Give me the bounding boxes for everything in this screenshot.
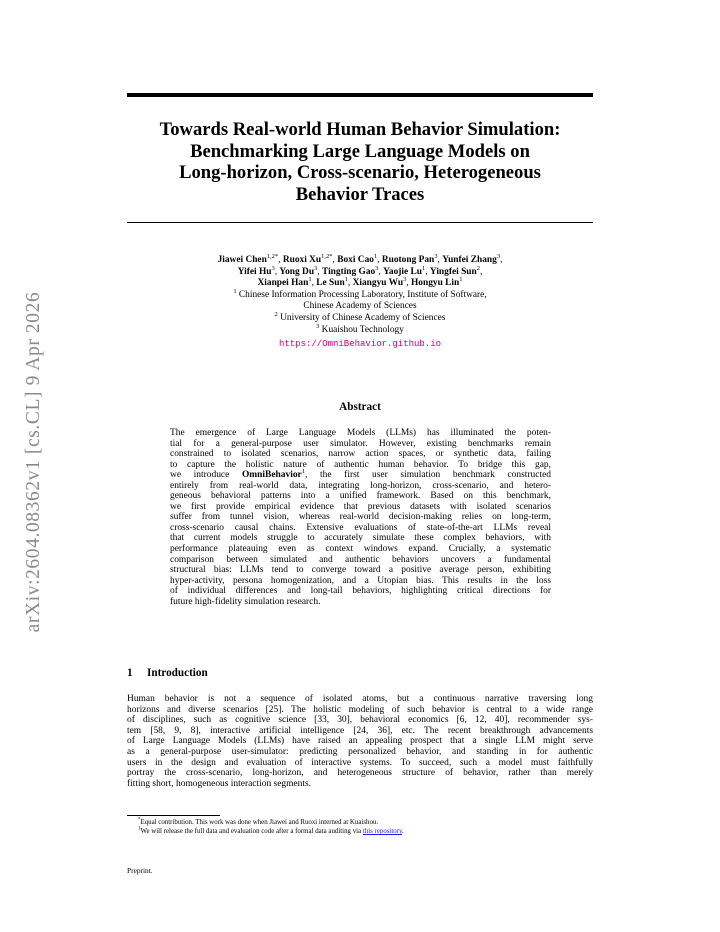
author-affil-mark: 3 bbox=[375, 264, 379, 272]
author-affil-mark: 3 bbox=[271, 264, 275, 272]
author-name: Yong Du bbox=[279, 266, 315, 277]
affiliation-text: University of Chinese Academy of Sciences bbox=[280, 312, 446, 323]
author-name: Hongyu Lin bbox=[411, 278, 460, 289]
footnote-release bbox=[138, 827, 404, 836]
abstract-heading: Abstract bbox=[339, 401, 381, 413]
footnote-text: We will release the full data and evaluation code after a formal data auditing via bbox=[140, 828, 363, 836]
abstract-line: suffer from tunnel vision, whereas real-world decision-making relies on long-term, bbox=[170, 512, 551, 523]
author-line-3: Xianpei Han$^1$, Le Sun$^1$, Xiangyu Wu$^3$, Hongyu Lin$^1$ bbox=[257, 276, 463, 289]
project-url-link[interactable]: https://OmniBehavior.github.io bbox=[278, 339, 442, 350]
repository-link[interactable]: this repository bbox=[362, 828, 403, 836]
title-line: Behavior Traces bbox=[295, 183, 425, 205]
author-affil-mark: 3 bbox=[314, 264, 318, 272]
affiliation-text: Chinese Information Processing Laboratory, Institute of Software, bbox=[238, 289, 487, 300]
abstract-text: , the first user simulation benchmark constructed bbox=[304, 470, 551, 481]
footnote-text: Equal contribution. This work was done when Jiawei and Ruoxi interned at Kuaishou. bbox=[140, 819, 379, 826]
affiliation-1 bbox=[127, 287, 593, 302]
author-name: Boxi Cao bbox=[337, 255, 374, 265]
intro-line: users in the design and evaluation of interactive systems. To succeed, such a model must faithfully bbox=[127, 757, 593, 768]
abstract-line: of individual differences and long-tail behaviors, highlighting critical directions for bbox=[170, 586, 551, 597]
intro-line: as a general-purpose user-simulator: predicting personalized behavior, and standing in for authentic bbox=[127, 746, 593, 757]
affiliation-3 bbox=[127, 322, 593, 337]
author-affil-mark: 2 bbox=[476, 264, 480, 272]
intro-line: portray the cross-scenario, long-horizon, and heterogeneous structure of behavior, rather than merely bbox=[127, 768, 593, 779]
abstract-line: hyper-activity, persona homogenization, and a Utopian bias. This results in the loss bbox=[170, 575, 551, 586]
footnote-mark: 1 bbox=[301, 468, 305, 476]
abstract-line: comparison between simulated and authentic behaviors uncovers a fundamental bbox=[170, 554, 551, 565]
author-name: Yifei Hu bbox=[237, 266, 272, 277]
abstract-line: we first provide empirical evidence that previous datasets with isolated scenarios bbox=[170, 501, 551, 512]
title-line: Long-horizon, Cross-scenario, Heterogeneous bbox=[179, 162, 541, 183]
abstract-line: entirely from real-world data, integrating long-horizon, cross-scenario, and hetero- bbox=[170, 480, 551, 491]
author-affil-mark: 1 bbox=[459, 276, 463, 284]
footnote-mark: 1 bbox=[138, 827, 141, 832]
author-affil-mark: 1 bbox=[344, 276, 348, 284]
author-line-2: Yifei Hu$^3$, Yong Du$^3$, Tingting Gao$^3$, Yaojie Lu$^1$, Yingfei Sun$^2$, bbox=[237, 264, 483, 277]
author-name: Yunfei Zhang bbox=[442, 255, 497, 265]
project-url-line bbox=[127, 339, 593, 351]
author-name: Xiangyu Wu bbox=[352, 278, 404, 289]
abstract-line: tial for a general-purpose user simulator. However, existing benchmarks remain bbox=[170, 438, 551, 449]
author-affil-mark: 1 bbox=[308, 276, 312, 284]
footnote-mark: * bbox=[138, 817, 141, 823]
author-name: Ruoxi Xu bbox=[282, 255, 322, 265]
introduction-body bbox=[127, 694, 593, 789]
title-line: Benchmarking Large Language Models on bbox=[190, 140, 530, 162]
affiliation-2 bbox=[127, 310, 593, 325]
affiliation-text: Kuaishou Technology bbox=[321, 324, 404, 335]
section-title: Introduction bbox=[147, 667, 208, 679]
author-name: Yingfei Sun bbox=[429, 266, 477, 277]
intro-line: Human behavior is not a sequence of isolated atoms, but a continuous narrative traversing long bbox=[127, 694, 593, 704]
author-block bbox=[127, 252, 593, 351]
arxiv-identifier: arXiv:2604.08362v1 [cs.CL] 9 Apr 2026 bbox=[23, 291, 44, 633]
intro-line: horizons and diverse scenarios [25]. The holistic modeling of such behavior is central to a wide range bbox=[127, 704, 593, 715]
author-affil-mark: 3 bbox=[434, 252, 438, 260]
author-name: Le Sun bbox=[316, 278, 345, 289]
author-name: Xianpei Han bbox=[257, 278, 309, 289]
author-affil-mark: 3 bbox=[496, 252, 501, 260]
abstract-line: future high-fidelity simulation research. bbox=[170, 596, 321, 607]
author-line-1: Jiawei Chen$^{1,2*}$, Ruoxi $Xu^{1,2*}$, Boxi Cao$^1$, Ruotong Pan$^3$, Yunfei Zhang$^3$, bbox=[217, 252, 503, 265]
author-name: Tingting Gao bbox=[321, 266, 376, 277]
abstract-line: constrained to isolated scenarios, narrow action spaces, or synthetic data, failing bbox=[170, 449, 551, 460]
affil-mark: 1 bbox=[233, 287, 237, 295]
abstract-line: cross-scenario causal chains. Extensive evaluations of state-of-the-art LLMs reveal bbox=[170, 522, 551, 533]
author-affil-mark: 3 bbox=[403, 276, 407, 284]
section-number: 1 bbox=[127, 667, 133, 679]
title-bottom-rule bbox=[127, 222, 593, 223]
author-affil-mark: 1,2* bbox=[321, 252, 333, 260]
paper-title bbox=[127, 119, 593, 205]
abstract-text: we introduce bbox=[170, 470, 242, 481]
affil-mark: 3 bbox=[316, 322, 320, 330]
footnotes bbox=[138, 818, 404, 837]
abstract-line: that current models struggle to accurately simulate these complex behaviors, with bbox=[170, 533, 551, 544]
author-name: Yaojie Lu bbox=[383, 266, 422, 277]
footnote-text: . bbox=[402, 828, 404, 836]
author-affil-mark: 1 bbox=[373, 252, 378, 260]
abstract-line: performance plateauing even as context windows expand. Crucially, a systematic bbox=[170, 544, 551, 555]
abstract-line: geneous behavioral patterns into a unified framework. Based on this benchmark, bbox=[170, 491, 551, 502]
intro-line: of Large Language Models (LLMs) have raised an appealing prospect that a single LLM might serve bbox=[127, 736, 593, 747]
abstract-line: to capture the holistic nature of authentic human behavior. To bridge this gap, bbox=[170, 459, 551, 470]
abstract-line: structural bias: LLMs tend to converge toward a positive average person, exhibiting bbox=[170, 565, 551, 576]
intro-line: of disciplines, such as cognitive science [33, 30], behavioral economics [6, 12, 40], recommender sys- bbox=[127, 715, 593, 726]
author-name: Jiawei Chen bbox=[217, 255, 267, 265]
preprint-label: Preprint. bbox=[127, 866, 153, 875]
title-line: Towards Real-world Human Behavior Simulation: bbox=[159, 119, 561, 140]
intro-line: fitting short, homogeneous interaction segments. bbox=[127, 778, 311, 789]
abstract-line: The emergence of Large Language Models (LLMs) has illuminated the poten- bbox=[170, 428, 551, 438]
title-top-rule bbox=[127, 93, 593, 97]
section-heading-introduction bbox=[127, 667, 208, 679]
abstract-line-omnibehavior bbox=[170, 470, 551, 481]
equal-contribution-mark: * bbox=[274, 252, 279, 260]
footnote-equal-contribution bbox=[138, 818, 404, 827]
author-affil-mark: 1,2 bbox=[266, 252, 275, 260]
author-name: Ruotong Pan bbox=[381, 255, 435, 265]
affil-mark: 2 bbox=[274, 310, 278, 318]
abstract-body bbox=[170, 428, 551, 607]
affiliation-1-cont: Chinese Academy of Sciences bbox=[303, 301, 417, 312]
benchmark-name: OmniBehavior bbox=[241, 470, 302, 481]
intro-line: tem [58, 9, 8], interactive artificial intelligence [24, 36], etc. The recent breakthrough advancements bbox=[127, 725, 593, 736]
author-affil-mark: 1 bbox=[421, 264, 426, 272]
footnote-rule bbox=[127, 815, 220, 816]
